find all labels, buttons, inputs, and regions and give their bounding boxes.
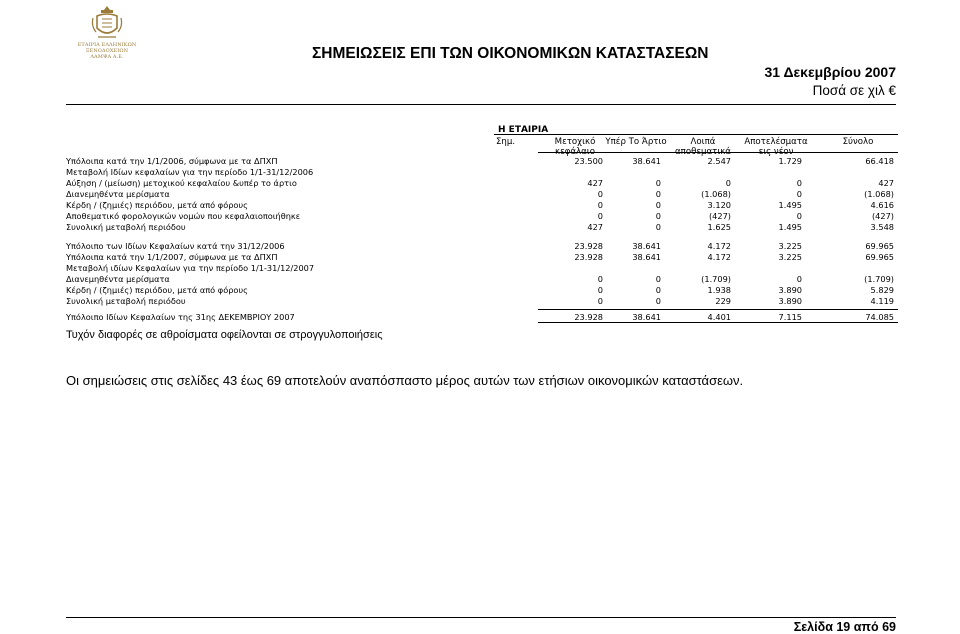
row-value: 0 <box>597 211 603 221</box>
crest-icon <box>62 4 152 42</box>
company-heading: Η ΕΤΑΙΡΙΑ <box>498 125 549 135</box>
row-label: Διανεμηθέντα μερίσματα <box>66 274 170 284</box>
table-row <box>66 211 896 222</box>
row-label: Συνολική μεταβολή περιόδου <box>66 296 186 306</box>
document-title: ΣΗΜΕΙΩΣΕΙΣ ΕΠΙ ΤΩΝ ΟΙΚΟΝΟΜΙΚΩΝ ΚΑΤΑΣΤΑΣΕΩΝ <box>312 45 709 62</box>
row-value: 0 <box>655 285 661 295</box>
row-value: 7.115 <box>778 312 802 322</box>
row-value: 4.616 <box>870 200 894 210</box>
row-label: Αποθεματικό φορολογικών νομών που κεφαλαιοποιήθηκε <box>66 211 301 221</box>
row-value: 1.495 <box>778 222 802 232</box>
row-value: 5.829 <box>870 285 894 295</box>
table-row <box>66 200 896 211</box>
row-value: (1.709) <box>701 274 731 284</box>
row-value: 0 <box>655 222 661 232</box>
row-value: (427) <box>708 211 731 221</box>
table-row <box>66 263 896 274</box>
row-label: Υπόλοιπα κατά την 1/1/2007, σύμφωνα με τα ΔΠΧΠ <box>66 252 278 262</box>
row-value: 2.547 <box>707 156 731 166</box>
final-balance-underline <box>538 322 898 323</box>
row-value: 23.928 <box>574 241 603 251</box>
table-row <box>66 252 896 263</box>
column-header-other-reserves: Λοιπά αποθεματικά <box>675 137 731 157</box>
row-value: 3.120 <box>707 200 731 210</box>
row-value: 0 <box>655 189 661 199</box>
row-value: 427 <box>587 222 603 232</box>
column-header-total: Σύνολο <box>842 137 874 147</box>
row-value: 0 <box>597 274 603 284</box>
row-value: 0 <box>796 189 802 199</box>
row-value: 0 <box>597 296 603 306</box>
row-value: 0 <box>655 274 661 284</box>
table-row <box>66 156 896 167</box>
table-row <box>66 296 896 307</box>
row-value: 0 <box>796 274 802 284</box>
row-value: 4.172 <box>707 252 731 262</box>
row-value: 3.890 <box>778 296 802 306</box>
row-value: 4.172 <box>707 241 731 251</box>
row-value: 1.495 <box>778 200 802 210</box>
row-label: Μεταβολή Ιδίων κεφαλαίων για την περίοδο 1/1-31/12/2006 <box>66 167 314 177</box>
row-value: 0 <box>655 200 661 210</box>
logo-line-2: ΛΑΜΨΑ Α.Ε. <box>90 54 124 60</box>
table-row <box>66 222 896 233</box>
row-value: 69.965 <box>865 252 894 262</box>
row-value: 4.401 <box>707 312 731 322</box>
report-date: 31 Δεκεμβρίου 2007 <box>764 64 896 80</box>
row-value: 229 <box>715 296 731 306</box>
row-value: 23.928 <box>574 252 603 262</box>
row-value: 1.938 <box>707 285 731 295</box>
row-value: 0 <box>725 178 731 188</box>
integral-part-note: Οι σημειώσεις στις σελίδες 43 έως 69 αποτελούν αναπόσπαστο μέρος αυτών των ετήσιων οικονομικών καταστάσεων. <box>66 373 744 388</box>
row-value: (1.068) <box>701 189 731 199</box>
header-divider <box>66 104 896 105</box>
final-balance-rule <box>538 309 898 310</box>
balance-top-rule <box>538 152 898 153</box>
row-value: 0 <box>655 178 661 188</box>
row-value: 0 <box>597 285 603 295</box>
row-value: 0 <box>796 211 802 221</box>
row-value: 1.729 <box>778 156 802 166</box>
row-label: Διανεμηθέντα μερίσματα <box>66 189 170 199</box>
row-value: 1.625 <box>707 222 731 232</box>
row-value: 4.119 <box>870 296 894 306</box>
row-label: Υπόλοιπο Ιδίων Κεφαλαίων της 31ης ΔΕΚΕΜΒΡΙΟΥ 2007 <box>66 312 295 322</box>
row-value: 3.548 <box>870 222 894 232</box>
row-value: (427) <box>871 211 894 221</box>
row-label: Συνολική μεταβολή περιόδου <box>66 222 186 232</box>
table-row <box>66 274 896 285</box>
footer-divider <box>66 617 896 618</box>
row-label: Αύξηση / (μείωση) μετοχικού κεφαλαίου &υπέρ το άρτιο <box>66 178 297 188</box>
column-header-note: Σημ. <box>496 137 516 147</box>
currency-unit: Ποσά σε χιλ € <box>812 83 896 98</box>
row-value: 0 <box>796 178 802 188</box>
row-value: 0 <box>655 211 661 221</box>
row-value: (1.709) <box>864 274 894 284</box>
logo-line-1: ΕΤΑΙΡΙΑ ΕΛΛΗΝΙΚΩΝ ΞΕΝΟΔΟΧΕΙΩΝ <box>77 42 137 54</box>
row-value: 0 <box>597 189 603 199</box>
row-value: 0 <box>597 200 603 210</box>
table-row <box>66 167 896 178</box>
row-value: 74.085 <box>865 312 894 322</box>
header-underline <box>494 134 898 135</box>
row-value: 3.890 <box>778 285 802 295</box>
row-label: Κέρδη / (ζημιές) περιόδου, μετά από φόρους <box>66 200 248 210</box>
column-header-share-capital: Μετοχικό κεφάλαιο <box>554 137 596 157</box>
row-value: 3.225 <box>778 252 802 262</box>
row-value: 23.928 <box>574 312 603 322</box>
company-logo <box>62 4 152 64</box>
row-value: 0 <box>655 296 661 306</box>
row-value: 38.641 <box>632 156 661 166</box>
table-row <box>66 178 896 189</box>
row-value: 38.641 <box>632 312 661 322</box>
row-value: 38.641 <box>632 241 661 251</box>
page-number: Σελίδα 19 από 69 <box>793 620 896 634</box>
rounding-note: Τυχόν διαφορές σε αθροίσματα οφείλονται σε στρογγυλοποιήσεις <box>66 329 383 341</box>
row-label: Υπόλοιπο των Ιδίων Κεφαλαίων κατά την 31/12/2006 <box>66 241 285 251</box>
row-label: Μεταβολή ιδίων Κεφαλαίων για την περίοδο 1/1-31/12/2007 <box>66 263 315 273</box>
table-row <box>66 189 896 200</box>
row-value: 38.641 <box>632 252 661 262</box>
row-value: 66.418 <box>865 156 894 166</box>
row-value: 3.225 <box>778 241 802 251</box>
row-value: (1.068) <box>864 189 894 199</box>
table-row <box>66 241 896 252</box>
column-header-share-premium: Υπέρ Το Άρτιο <box>605 137 667 147</box>
row-value: 69.965 <box>865 241 894 251</box>
row-value: 427 <box>587 178 603 188</box>
row-value: 23.500 <box>574 156 603 166</box>
row-value: 427 <box>878 178 894 188</box>
row-label: Υπόλοιπα κατά την 1/1/2006, σύμφωνα με τα ΔΠΧΠ <box>66 156 278 166</box>
row-label: Κέρδη / (ζημιές) περιόδου, μετά από φόρους <box>66 285 248 295</box>
table-row <box>66 285 896 296</box>
column-header-retained-earnings: Αποτελέσματα εις νέον <box>744 137 808 157</box>
